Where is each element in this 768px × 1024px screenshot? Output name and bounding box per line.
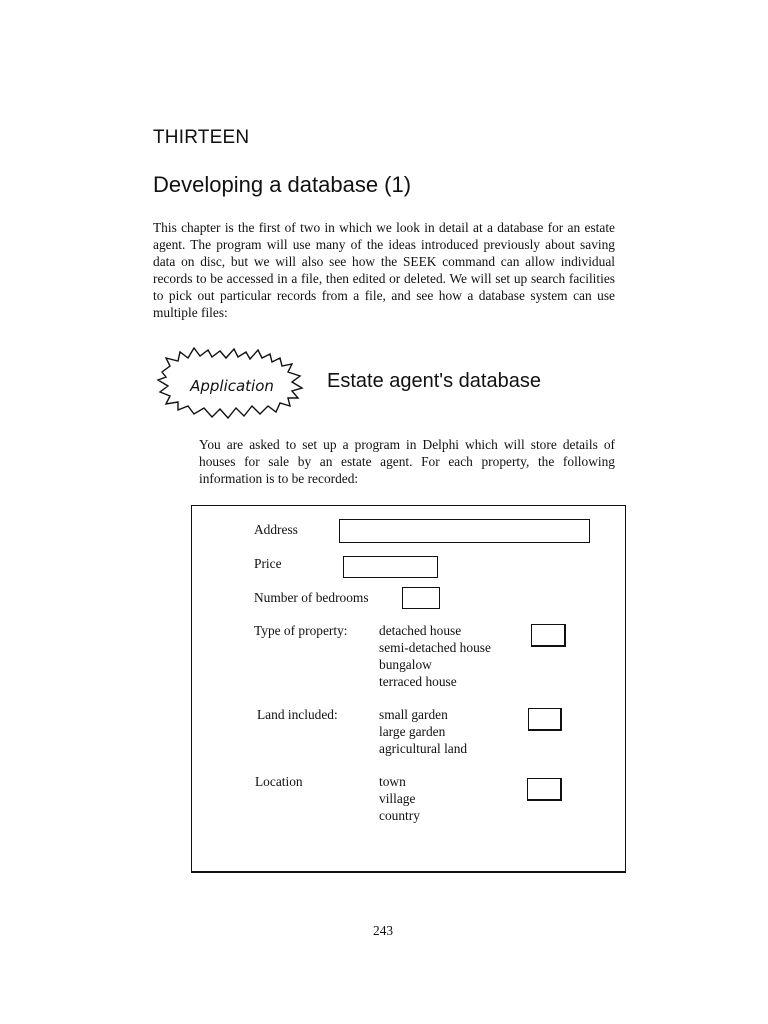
page-number: 243	[373, 923, 394, 938]
task-paragraph: You are asked to set up a program in Delphi which will store details of houses for sale by an estate agent. For each property, the following information is to be recorded:	[199, 437, 615, 486]
land-label: Land included:	[257, 707, 338, 722]
property-type-label: Type of property:	[254, 623, 348, 638]
chapter-number: THIRTEEN	[153, 127, 250, 148]
land-options	[379, 706, 467, 757]
location-label: Location	[255, 774, 303, 789]
property-form	[191, 505, 626, 873]
application-heading: Estate agent's database	[327, 370, 541, 392]
list-item: terraced house	[379, 674, 457, 689]
list-item: bungalow	[379, 657, 432, 672]
address-field[interactable]	[339, 519, 590, 543]
bedrooms-field[interactable]	[402, 587, 440, 609]
list-item: large garden	[379, 724, 446, 739]
application-burst-icon	[156, 346, 308, 422]
application-badge-label: Application	[190, 377, 274, 395]
list-item: detached house	[379, 623, 462, 638]
bedrooms-label: Number of bedrooms	[254, 590, 369, 605]
list-item: semi-detached house	[379, 640, 491, 655]
list-item: agricultural land	[379, 741, 468, 756]
property-type-options	[379, 622, 491, 690]
list-item: country	[379, 808, 420, 823]
land-field[interactable]	[528, 708, 562, 731]
list-item: small garden	[379, 707, 448, 722]
address-label: Address	[254, 522, 298, 537]
location-field[interactable]	[527, 778, 562, 801]
chapter-title: Developing a database (1)	[153, 172, 412, 197]
property-type-field[interactable]	[531, 624, 566, 647]
location-options	[379, 773, 420, 824]
intro-paragraph: This chapter is the first of two in which we look in detail at a database for an estate agent. The program will use many of the ideas introduced previously about saving data on disc, but we will also see how the SEEK command can allow individual records to be accessed in a file, then edited or deleted. We will set up search facilities to pick out particular records from a file, and see how a database system can use multiple files:	[153, 220, 615, 320]
price-label: Price	[254, 556, 282, 571]
list-item: town	[379, 774, 406, 789]
list-item: village	[379, 791, 416, 806]
price-field[interactable]	[343, 556, 438, 578]
